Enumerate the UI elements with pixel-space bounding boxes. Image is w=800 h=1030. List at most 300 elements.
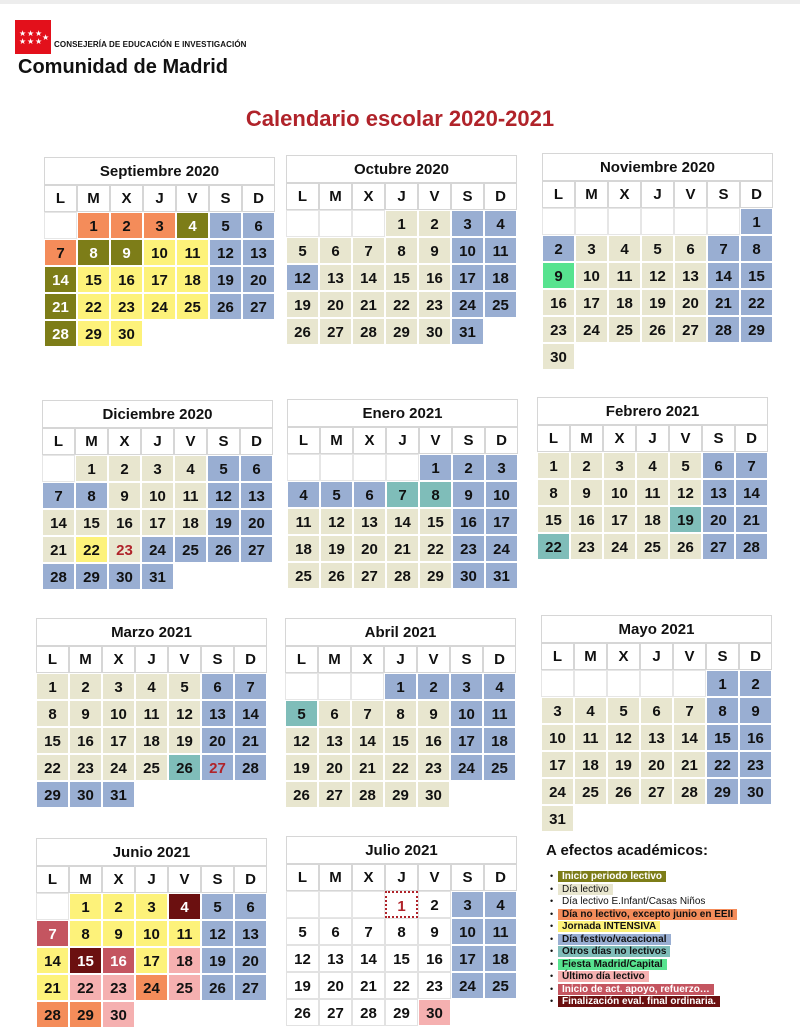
legend-item	[550, 946, 670, 957]
day-cell: 5	[286, 237, 319, 264]
month-octubre-2020	[286, 155, 519, 347]
weekday-header: J	[641, 181, 674, 208]
weekday-header: M	[319, 864, 352, 891]
day-cell: 18	[168, 947, 201, 974]
day-cell: 13	[319, 264, 352, 291]
day-cell: 29	[77, 320, 110, 347]
bullet-icon: •	[550, 871, 554, 881]
legend-item	[550, 884, 613, 895]
weekday-header: M	[69, 866, 102, 893]
day-cell: 8	[385, 918, 418, 945]
day-cell: 18	[608, 289, 641, 316]
page-title: Calendario escolar 2020-2021	[245, 106, 555, 131]
legend-label: Día lectivo	[558, 884, 613, 895]
day-cell: 18	[636, 506, 669, 533]
day-cell: 3	[451, 891, 484, 918]
day-cell: 13	[353, 508, 386, 535]
day-cell: 7	[352, 237, 385, 264]
day-cell: 31	[141, 563, 174, 590]
day-cell: 10	[451, 918, 484, 945]
weekday-header: S	[451, 183, 484, 210]
day-cell: 18	[574, 751, 607, 778]
day-cell: 2	[108, 455, 141, 482]
day-cell: 9	[102, 920, 135, 947]
day-cell: 31	[451, 318, 484, 345]
day-cell: 19	[207, 509, 240, 536]
day-cell: 7	[735, 452, 768, 479]
day-cell: 9	[542, 262, 575, 289]
weekday-header: D	[485, 427, 518, 454]
day-cell: 7	[352, 918, 385, 945]
day-cell: 20	[234, 947, 267, 974]
day-cell: 14	[351, 727, 384, 754]
weekday-header: V	[176, 185, 209, 212]
day-cell: 3	[575, 235, 608, 262]
day-cell: 3	[135, 893, 168, 920]
day-cell: 2	[418, 210, 451, 237]
day-cell: 6	[242, 212, 275, 239]
day-cell: 6	[319, 918, 352, 945]
day-cell: 8	[537, 479, 570, 506]
day-cell: 11	[287, 508, 320, 535]
empty-day-cell	[739, 805, 772, 832]
day-cell: 8	[69, 920, 102, 947]
empty-day-cell	[176, 320, 209, 347]
month-title: Junio 2021	[36, 838, 267, 866]
day-cell: 26	[168, 754, 201, 781]
day-cell: 28	[42, 563, 75, 590]
month-title: Diciembre 2020	[42, 400, 273, 428]
day-cell: 24	[451, 972, 484, 999]
empty-day-cell	[640, 805, 673, 832]
day-cell: 28	[352, 318, 385, 345]
day-cell: 8	[706, 697, 739, 724]
weekday-header: D	[740, 181, 773, 208]
day-cell: 23	[110, 293, 143, 320]
day-cell: 22	[537, 533, 570, 560]
day-cell: 20	[319, 291, 352, 318]
empty-day-cell	[706, 805, 739, 832]
day-cell: 17	[451, 945, 484, 972]
day-cell: 23	[102, 974, 135, 1001]
day-cell: 10	[485, 481, 518, 508]
day-cell: 8	[36, 700, 69, 727]
day-cell: 6	[353, 481, 386, 508]
legend-label: Día lectivo E.Infant/Casas Niños	[562, 896, 706, 907]
day-cell: 22	[740, 289, 773, 316]
day-cell: 30	[69, 781, 102, 808]
day-cell: 11	[168, 920, 201, 947]
day-cell: 25	[287, 562, 320, 589]
empty-day-cell	[574, 670, 607, 697]
day-cell: 9	[110, 239, 143, 266]
weekday-header: L	[542, 181, 575, 208]
day-cell: 1	[706, 670, 739, 697]
day-cell: 18	[174, 509, 207, 536]
day-cell: 7	[36, 920, 69, 947]
day-cell: 20	[674, 289, 707, 316]
month-junio-2021	[36, 838, 269, 1030]
weekday-header: X	[608, 181, 641, 208]
empty-day-cell	[674, 343, 707, 370]
weekday-header: X	[352, 183, 385, 210]
day-cell: 20	[201, 727, 234, 754]
day-cell: 23	[542, 316, 575, 343]
day-cell: 8	[740, 235, 773, 262]
empty-day-cell	[242, 320, 275, 347]
day-cell: 24	[603, 533, 636, 560]
day-cell: 29	[419, 562, 452, 589]
day-cell: 3	[603, 452, 636, 479]
day-cell: 10	[102, 700, 135, 727]
weekday-header: J	[640, 643, 673, 670]
weekday-header: S	[207, 428, 240, 455]
weekday-header: J	[386, 427, 419, 454]
day-cell: 24	[541, 778, 574, 805]
weekday-header: X	[351, 646, 384, 673]
empty-day-cell	[135, 781, 168, 808]
empty-day-cell	[673, 805, 706, 832]
day-cell: 7	[351, 700, 384, 727]
weekday-header: L	[286, 864, 319, 891]
empty-day-cell	[353, 454, 386, 481]
empty-day-cell	[286, 891, 319, 918]
day-cell: 1	[75, 455, 108, 482]
month-septiembre-2020	[44, 157, 277, 349]
empty-day-cell	[608, 208, 641, 235]
day-cell: 4	[608, 235, 641, 262]
month-julio-2021	[286, 836, 519, 1028]
day-cell: 8	[77, 239, 110, 266]
day-cell: 3	[102, 673, 135, 700]
day-cell: 21	[42, 536, 75, 563]
month-diciembre-2020	[42, 400, 275, 592]
day-cell: 6	[319, 237, 352, 264]
day-cell: 25	[574, 778, 607, 805]
empty-day-cell	[575, 343, 608, 370]
day-cell: 19	[669, 506, 702, 533]
day-cell: 14	[352, 945, 385, 972]
day-cell: 2	[69, 673, 102, 700]
day-cell: 25	[174, 536, 207, 563]
day-cell: 23	[418, 291, 451, 318]
weekday-header: M	[320, 427, 353, 454]
day-cell: 1	[385, 891, 418, 918]
day-cell: 29	[36, 781, 69, 808]
day-cell: 18	[483, 727, 516, 754]
day-cell: 17	[575, 289, 608, 316]
bullet-icon: •	[550, 983, 554, 994]
day-cell: 28	[352, 999, 385, 1026]
empty-day-cell	[575, 208, 608, 235]
month-title: Febrero 2021	[537, 397, 768, 425]
day-cell: 17	[541, 751, 574, 778]
weekday-header: V	[168, 646, 201, 673]
legend-item	[550, 971, 649, 982]
month-mayo-2021	[541, 615, 774, 834]
day-cell: 14	[234, 700, 267, 727]
weekday-header: V	[673, 643, 706, 670]
weekday-header: X	[353, 427, 386, 454]
day-cell: 25	[168, 974, 201, 1001]
day-cell: 23	[69, 754, 102, 781]
day-cell: 22	[36, 754, 69, 781]
day-cell: 28	[735, 533, 768, 560]
day-cell: 24	[135, 974, 168, 1001]
legend-label: Día festivo/vacacional	[558, 934, 671, 945]
day-cell: 15	[706, 724, 739, 751]
weekday-header: S	[201, 646, 234, 673]
day-cell: 20	[240, 509, 273, 536]
day-cell: 4	[174, 455, 207, 482]
day-cell: 12	[168, 700, 201, 727]
day-cell: 29	[75, 563, 108, 590]
day-cell: 27	[319, 318, 352, 345]
empty-day-cell	[36, 893, 69, 920]
weekday-header: X	[102, 866, 135, 893]
day-cell: 29	[69, 1001, 102, 1028]
day-cell: 2	[739, 670, 772, 697]
day-cell: 27	[353, 562, 386, 589]
day-cell: 17	[143, 266, 176, 293]
day-cell: 27	[234, 974, 267, 1001]
madrid-flag-logo: ★ ★ ★ ★ ★ ★ ★	[15, 20, 51, 54]
day-cell: 28	[36, 1001, 69, 1028]
day-cell: 20	[242, 266, 275, 293]
day-cell: 14	[386, 508, 419, 535]
day-cell: 26	[320, 562, 353, 589]
month-title: Septiembre 2020	[44, 157, 275, 185]
day-cell: 2	[570, 452, 603, 479]
day-cell: 19	[201, 947, 234, 974]
day-cell: 9	[418, 918, 451, 945]
month-title: Abril 2021	[285, 618, 516, 646]
day-cell: 24	[485, 535, 518, 562]
weekday-header: D	[484, 864, 517, 891]
day-cell: 7	[42, 482, 75, 509]
day-cell: 7	[234, 673, 267, 700]
month-title: Marzo 2021	[36, 618, 267, 646]
day-cell: 26	[286, 999, 319, 1026]
day-cell: 22	[77, 293, 110, 320]
day-cell: 11	[484, 918, 517, 945]
day-cell: 1	[385, 210, 418, 237]
day-cell: 18	[287, 535, 320, 562]
weekday-header: J	[384, 646, 417, 673]
day-cell: 11	[608, 262, 641, 289]
day-cell: 31	[541, 805, 574, 832]
day-cell: 17	[450, 727, 483, 754]
bullet-icon: •	[550, 996, 554, 1006]
day-cell: 3	[450, 673, 483, 700]
day-cell: 29	[385, 318, 418, 345]
legend-label: Día no lectivo, excepto junio en EEII	[558, 909, 737, 920]
bullet-icon: •	[550, 971, 554, 981]
day-cell: 23	[739, 751, 772, 778]
empty-day-cell	[351, 673, 384, 700]
top-strip	[0, 0, 800, 4]
weekday-header: D	[242, 185, 275, 212]
weekday-header: X	[607, 643, 640, 670]
day-cell: 4	[574, 697, 607, 724]
day-cell: 19	[286, 972, 319, 999]
day-cell: 9	[417, 700, 450, 727]
day-cell: 13	[674, 262, 707, 289]
month-title: Noviembre 2020	[542, 153, 773, 181]
day-cell: 30	[452, 562, 485, 589]
day-cell: 8	[419, 481, 452, 508]
weekday-header: J	[143, 185, 176, 212]
day-cell: 29	[740, 316, 773, 343]
day-cell: 29	[706, 778, 739, 805]
day-cell: 31	[485, 562, 518, 589]
day-cell: 9	[570, 479, 603, 506]
empty-day-cell	[168, 781, 201, 808]
weekday-header: J	[141, 428, 174, 455]
day-cell: 24	[451, 291, 484, 318]
weekday-header: L	[285, 646, 318, 673]
legend-item	[550, 996, 720, 1007]
day-cell: 6	[201, 673, 234, 700]
bullet-icon: •	[550, 883, 554, 894]
legend-title: A efectos académicos:	[546, 842, 709, 859]
day-cell: 30	[108, 563, 141, 590]
day-cell: 17	[141, 509, 174, 536]
day-cell: 4	[484, 210, 517, 237]
legend-item	[550, 959, 667, 970]
day-cell: 13	[702, 479, 735, 506]
day-cell: 6	[240, 455, 273, 482]
bullet-icon: •	[550, 958, 554, 969]
day-cell: 4	[168, 893, 201, 920]
day-cell: 26	[286, 318, 319, 345]
weekday-header: M	[570, 425, 603, 452]
weekday-header: D	[240, 428, 273, 455]
weekday-header: L	[42, 428, 75, 455]
day-cell: 3	[141, 455, 174, 482]
day-cell: 28	[386, 562, 419, 589]
day-cell: 26	[641, 316, 674, 343]
weekday-header: J	[135, 646, 168, 673]
weekday-header: J	[385, 183, 418, 210]
empty-day-cell	[209, 320, 242, 347]
day-cell: 6	[640, 697, 673, 724]
weekday-header: L	[36, 646, 69, 673]
weekday-header: S	[707, 181, 740, 208]
day-cell: 30	[417, 781, 450, 808]
weekday-header: M	[77, 185, 110, 212]
day-cell: 10	[450, 700, 483, 727]
weekday-header: V	[168, 866, 201, 893]
day-cell: 2	[417, 673, 450, 700]
day-cell: 17	[485, 508, 518, 535]
day-cell: 29	[385, 999, 418, 1026]
empty-day-cell	[174, 563, 207, 590]
day-cell: 2	[542, 235, 575, 262]
day-cell: 26	[669, 533, 702, 560]
weekday-header: D	[234, 646, 267, 673]
weekday-header: S	[702, 425, 735, 452]
day-cell: 11	[484, 237, 517, 264]
day-cell: 24	[143, 293, 176, 320]
day-cell: 5	[168, 673, 201, 700]
day-cell: 15	[75, 509, 108, 536]
bullet-icon: •	[550, 908, 554, 919]
day-cell: 25	[135, 754, 168, 781]
day-cell: 18	[484, 264, 517, 291]
empty-day-cell	[319, 891, 352, 918]
day-cell: 15	[740, 262, 773, 289]
day-cell: 27	[319, 999, 352, 1026]
day-cell: 20	[640, 751, 673, 778]
day-cell: 25	[483, 754, 516, 781]
empty-day-cell	[707, 208, 740, 235]
day-cell: 22	[419, 535, 452, 562]
day-cell: 13	[201, 700, 234, 727]
month-enero-2021	[287, 399, 520, 591]
day-cell: 10	[135, 920, 168, 947]
day-cell: 24	[450, 754, 483, 781]
day-cell: 7	[707, 235, 740, 262]
day-cell: 9	[739, 697, 772, 724]
bullet-icon: •	[550, 933, 554, 944]
day-cell: 19	[320, 535, 353, 562]
weekday-header: V	[674, 181, 707, 208]
day-cell: 21	[735, 506, 768, 533]
region-name: Comunidad de Madrid	[18, 56, 228, 78]
day-cell: 21	[351, 754, 384, 781]
day-cell: 23	[108, 536, 141, 563]
day-cell: 19	[286, 291, 319, 318]
legend-item	[550, 984, 714, 995]
day-cell: 27	[702, 533, 735, 560]
empty-day-cell	[674, 208, 707, 235]
day-cell: 15	[36, 727, 69, 754]
day-cell: 9	[108, 482, 141, 509]
day-cell: 28	[44, 320, 77, 347]
day-cell: 2	[418, 891, 451, 918]
day-cell: 13	[318, 727, 351, 754]
day-cell: 27	[640, 778, 673, 805]
legend-item	[550, 921, 660, 932]
day-cell: 25	[176, 293, 209, 320]
weekday-header: V	[418, 864, 451, 891]
empty-day-cell	[450, 781, 483, 808]
day-cell: 27	[674, 316, 707, 343]
day-cell: 18	[176, 266, 209, 293]
weekday-header: D	[483, 646, 516, 673]
day-cell: 16	[69, 727, 102, 754]
day-cell: 22	[75, 536, 108, 563]
day-cell: 30	[110, 320, 143, 347]
day-cell: 20	[353, 535, 386, 562]
legend-item	[550, 871, 666, 882]
day-cell: 9	[418, 237, 451, 264]
day-cell: 10	[575, 262, 608, 289]
day-cell: 30	[542, 343, 575, 370]
day-cell: 9	[69, 700, 102, 727]
empty-day-cell	[607, 805, 640, 832]
day-cell: 12	[641, 262, 674, 289]
day-cell: 1	[740, 208, 773, 235]
empty-day-cell	[541, 670, 574, 697]
day-cell: 5	[607, 697, 640, 724]
empty-day-cell	[207, 563, 240, 590]
day-cell: 20	[318, 754, 351, 781]
month-marzo-2021	[36, 618, 269, 810]
day-cell: 19	[168, 727, 201, 754]
day-cell: 21	[234, 727, 267, 754]
